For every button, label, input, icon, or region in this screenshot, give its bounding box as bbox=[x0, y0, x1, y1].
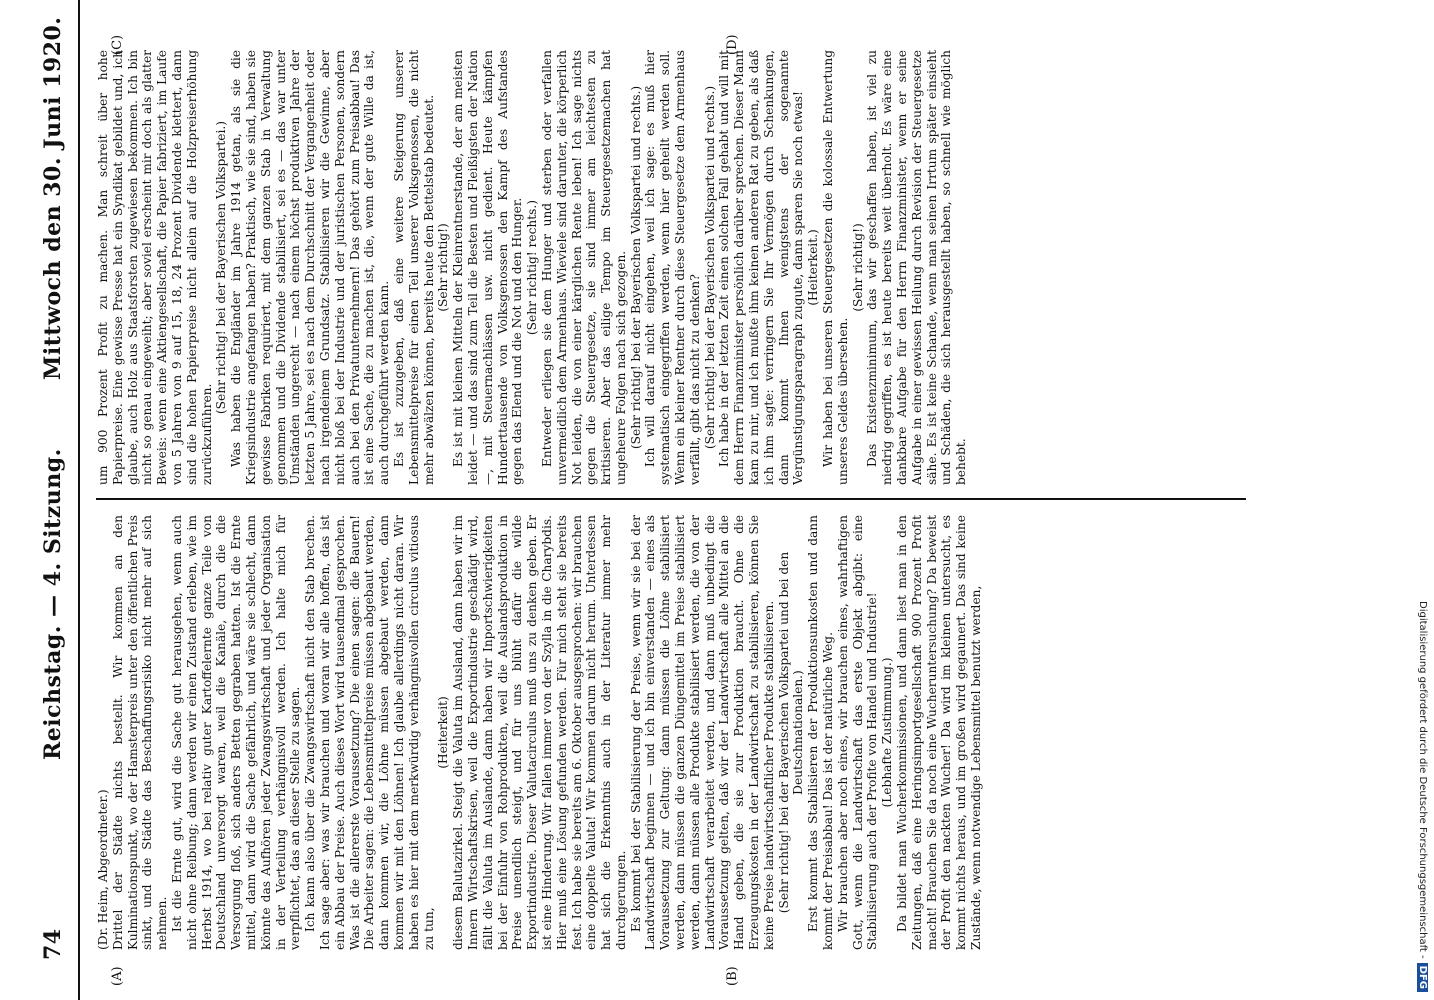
text-column-left bbox=[96, 515, 1246, 950]
text-column-right bbox=[96, 50, 1246, 485]
paragraph: Entweder erliegen sie dem Hunger und sterben oder verfallen unvermeidlich dem Armenhaus. Wieviele sind darunter, die körperlich Not leiden, die von einer kärglichen Rente leben! Ich sage nichts gegen die Steuergesetze, sie sind immer am leichtesten zu kritisieren. Aber das eilige Tempo im Steuergesetzemachen hat ungeheure Folgen nach sich gezogen. bbox=[539, 50, 628, 485]
interjection: (Sehr richtig!) bbox=[436, 223, 451, 312]
page-header bbox=[30, 0, 80, 1000]
paragraph: Ist die Ernte gut, wird die Sache gut herausgehen, wenn auch nicht ohne Reibung; dann werden wir einen Zustand erleben, wie im Herbst 1914, wo bei relativ guter Kartoffelernte ganze Teile von Deutschland unversorgt waren, weil die Kanäle, durch die die Versorgung floß, sich anders Betten gegraben hatten. Ist die Ernte mittel, dann wird die Sache gefährlich, und wäre sie schlecht, dann könnte das Aufhören jeder Zwangswirtschaft und jeder Organisation in der Verteilung verhängnisvoll werden. Ich halte mich für verpflichtet, das an dieser Stelle zu sagen. bbox=[169, 515, 303, 950]
paragraph: Es ist mit kleinen Mitteln der Kleinrentnerstande, der am meisten leidet — und das sind zum Teil die Besten und Fleißigsten der Nation —, mit Steuernachlässen usw. nicht gedient. Heute kämpfen Hunderttausende von Volksgenossen den Kampf des Aufstandes gegen das Elend und die Not und den Hunger. bbox=[451, 50, 525, 485]
paragraph: Es ist zuzugeben, daß eine weitere Steigerung unserer Lebensmittelpreise für einen Teil unserer Volksgenossen, die nicht mehr abwälzen können, bereits heute den Bettelstab bedeutet. bbox=[391, 50, 436, 485]
header-title: Reichstag. — 4. Sitzung. bbox=[40, 448, 66, 760]
column-divider bbox=[96, 498, 1246, 500]
header-date: Mittwoch den 30. Juni 1920. bbox=[40, 16, 66, 380]
interjection: (Sehr richtig! rechts.) bbox=[525, 199, 540, 336]
paragraph: Erst kommt das Stabilisieren der Produktionsunkosten und dann kommt der Preisabbau! Das ist der natürliche Weg. bbox=[806, 515, 836, 950]
paragraph: Das Existenzminimum, das wir geschaffen haben, ist viel zu niedrig gegriffen, es ist heute bereits weit überholt. Es wäre eine dankbare Aufgabe für den Herrn Finanzminister, wenn er seine Aufgabe in einer gewissen Heilung durch Revision der Steuergesetze sähe. Es ist keine Schande, wenn man seinen Irrtum später einsieht und Schäden, die sich herausgestellt haben, so schnell wie möglich behebt. bbox=[865, 50, 969, 485]
paragraph: diesem Balutazirkel. Steigt die Valuta im Ausland, dann haben wir im Innern Wirtschaftskrisen, weil die Exportindustrie geschädigt wird, fällt die Valuta im Auslande, dann haben wir Inportschwierigkeiten bei der Einfuhr von Rohprodukten, weil die Auslandsproduktion in Preise unendlich steigt, und für uns blüht dafür die wilde Exportindustrie. Dieser Valutacirculus muß uns zu denken geben. Er ist eine Hinderung. Wir fallen immer von der Szylla in die Charybdis. Hier muß eine Lösung gefunden werden. Für mich steht sie bereits fest. Ich habe sie bereits am 6. Oktober ausgesprochen: wir brauchen eine doppelte Valuta! Wir kommen darum nicht herum. Unterdessen hat sich die Erkenntnis auch in der Literatur immer mehr durchgerungen. bbox=[451, 515, 628, 950]
interjection: (Sehr richtig! bei der Bayerischen Volkspartei und rechts.) bbox=[628, 85, 643, 450]
paragraph: Ich kann also über die Zwangswirtschaft nicht den Stab brechen. Ich sage aber: was wir brauchen und woran wir alle hoffen, das ist ein Abbau der Preise. Auch dieses Wort wird tausendmal gesprochen. Was ist die allererste Voraussetzung? Die einen sagen: die Bauern! Die Arbeiter sagen: die Lebensmittelpreise müssen abgebaut werden, dann kommen wir, die Löhne müssen abgebaut werden, dann kommen wir mit den Löhnen! Ich glaube allerdings nicht daran. Wir haben es hier mit dem merkwürdig verhängnisvollen circulus vitiosus zu tun, bbox=[303, 515, 436, 950]
interjection: (Sehr richtig! bei der Bayerischen Volkspartei und rechts.) bbox=[702, 85, 717, 450]
dfg-logo: DFG bbox=[1417, 963, 1428, 992]
interjection: (Sehr richtig! bei der Bayerischen Volkspartei und bei den Deutschnationalen.) bbox=[776, 551, 806, 914]
paragraph: Drittel der Städte nichts bestellt. Wir kommen an den Kulminationspunkt, wo der Hamsterpreis unter den öffentlichen Preis sinkt, und die Städte das Beschaffungsrisiko nicht mehr auf sich nehmen. bbox=[110, 515, 170, 950]
paragraph: Ich habe in der letzten Zeit einen solchen Fall gehabt und will mit dem Herrn Finanzminister persönlich darüber sprechen. Dieser Mann kam zu mir, und ich mußte ihm keinen anderen Rat zu geben, als daß ich ihm sagte: verringern Sie Ihr Vermögen durch Schenkungen, dann kommt Ihnen wenigstens der sogenannte Vergünstigungsparagraph zugute, dann sparen Sie noch etwas! bbox=[717, 50, 806, 485]
paragraph: Wir haben bei unseren Steuergesetzen die kolossale Entwertung unseres Geldes übersehen. bbox=[821, 50, 850, 485]
credit-text: Digitalisierung gefördert durch die Deutsche Forschungsgemeinschaft - bbox=[1417, 601, 1428, 959]
interjection: (Sehr richtig!) bbox=[850, 223, 865, 312]
interjection: (Sehr richtig! bei der Bayerischen Volkspartei.) bbox=[214, 120, 229, 415]
margin-mark-a: (A) bbox=[110, 966, 125, 986]
paragraph: um 900 Prozent Profit zu machen. Man schreit über hohe Papierpreise. Eine gewisse Presse hat ein Syndikat gebildet und, ich glaube, auch Holz aus Staatsforsten zugewiesen bekommen. Ich bin nicht so genau eingeweiht; aber soviel erscheint mir doch als glatter Beweis: wenn eine Aktiengesellschaft, die Papier fabriziert, im Laufe von 5 Jahren von 9 auf 15, 18, 24 Prozent Dividende klettert, dann sind die hohen Papierpreise nicht allein auf die Holzpreiserhöhung zurückzuführen. bbox=[96, 50, 214, 485]
paragraph: Ich will darauf nicht eingehen, weil ich sage: es muß hier systematisch eingegriffen werden, wenn hier geheilt werden soll. Wenn ein kleiner Rentner durch diese Steuergesetze dem Armenhaus verfällt, gibt das nicht zu denken? bbox=[643, 50, 702, 485]
margin-mark-b: (B) bbox=[725, 966, 740, 986]
speaker-note: (Dr. Heim, Abgeordneter.) bbox=[96, 789, 110, 950]
paragraph: Da bildet man Wucherkommissionen, und dann liest man in den Zeitungen, daß eine Heringsimportgesellschaft 900 Prozent Profit macht! Brauchen Sie da noch eine Wucheruntersuchung? Da beweist der Profit den nackten Wucher! Da wird im kleinen untersucht, es kommt nichts heraus, und im großen wird gegaunert. Das sind keine Zustände, wenn notwendige Lebensmittel benutzt werden, bbox=[895, 515, 984, 950]
interjection: (Heiterkeit) bbox=[436, 696, 451, 769]
paragraph: Es kommt bei der Stabilisierung der Preise, wenn wir sie bei der Landwirtschaft beginnen — und ich bin einverstanden — eines als Voraussetzung zur Geltung: dann müssen die Löhne stabilisiert werden, dann müssen die ganzen Düngemittel im Preise stabilisiert werden, dann müssen alle Produkte stabilisiert werden, die von der Landwirtschaft verarbeitet werden, und dann muß unbedingt die Voraussetzung gelten, daß wir der Landwirtschaft alle Mittel an die Hand geben, die sie zur Produktion braucht. Ohne die Erzeugungskosten in der Landwirtschaft zu stabilisieren, können Sie keine Preise landwirtschaftlicher Produkte stabilisieren. bbox=[628, 515, 776, 950]
interjection: (Heiterkeit.) bbox=[806, 229, 821, 306]
paragraph: Wir brauchen aber noch eines, wir brauchen eines, wahrhaftigen Gott, wenn die Landwirtschaft das erste Objekt abgibt: eine Stabilisierung auch der Profite von Handel und Industrie! bbox=[835, 515, 880, 950]
page-number: 74 bbox=[40, 928, 66, 960]
margin-mark-d: (D) bbox=[725, 34, 740, 55]
paragraph: Was haben die Engländer im Jahre 1914 getan, als sie die Kriegsindustrie angefangen haben? Praktisch, wie sie sind, haben sie gewisse Fabriken requiriert, mit dem ganzen Stab in Verwaltung genommen und die Dividende stabilisiert, sei es — das war unter Umständen ungerecht — nach einem höchst produktiven Jahre der letzten 5 Jahre, sei es nach dem Durchschnitt der Vergangenheit oder nach irgendeinem Grundsatz. Stabilisieren wir die Gewinne, aber nicht bloß bei der Industrie und der juristischen Personen, sondern auch bei den Privatunternehmern! Das gehört zum Preisabbau! Das ist eine Sache, die zu machen ist, die, wenn der gute Wille da ist, auch durchgeführt werden kann. bbox=[229, 50, 392, 485]
digitization-credit bbox=[1414, 8, 1430, 992]
interjection: (Lebhafte Zustimmung.) bbox=[880, 657, 895, 808]
margin-mark-c: (C) bbox=[110, 34, 125, 55]
